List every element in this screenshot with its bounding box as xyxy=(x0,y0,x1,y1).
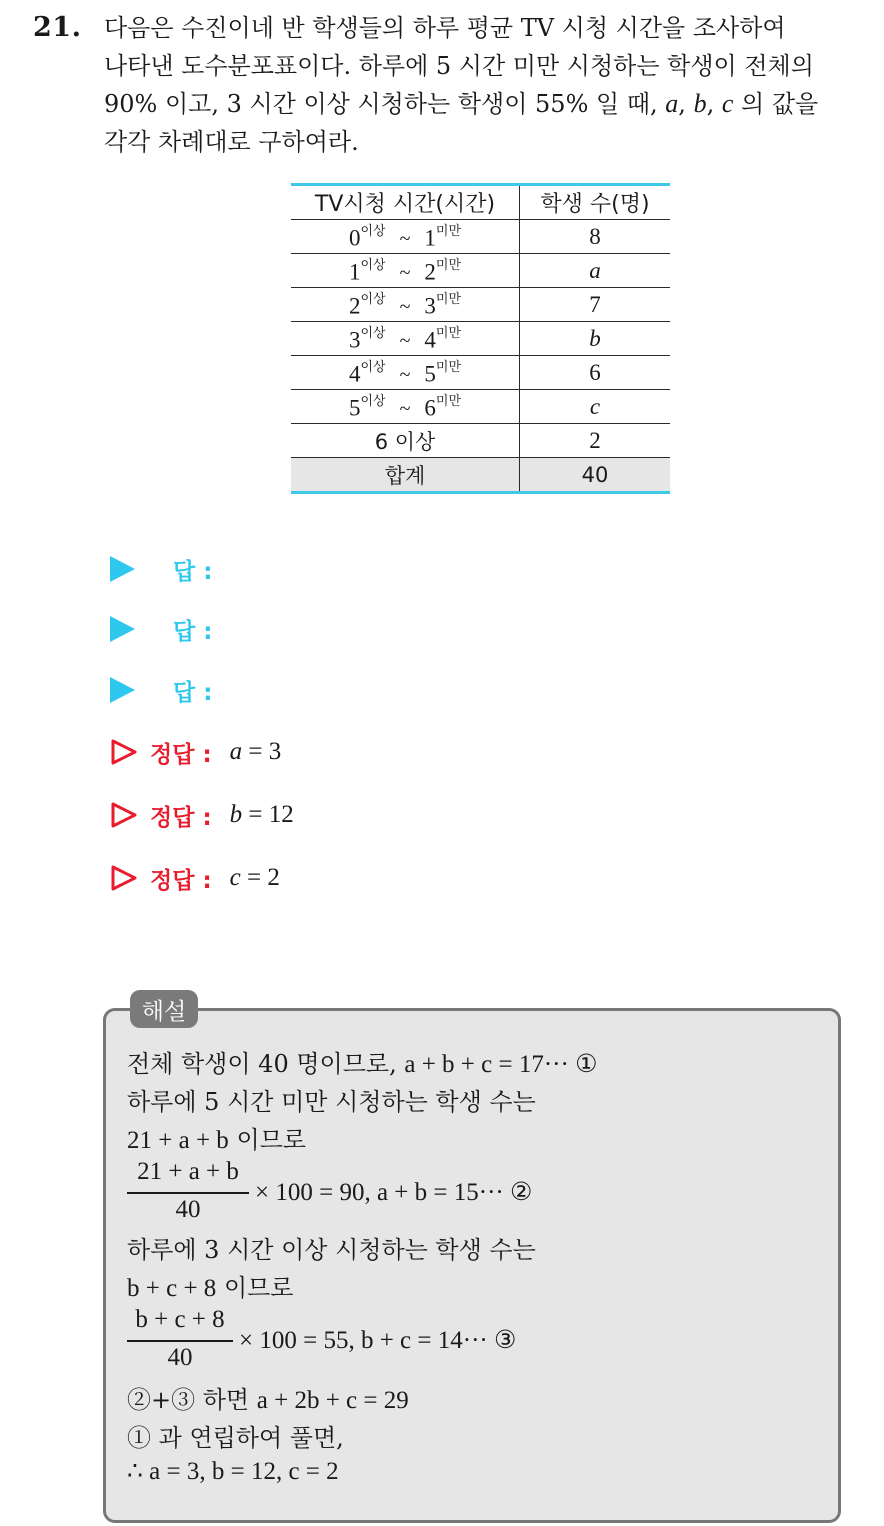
header-time: TV시청 시간(시간) xyxy=(291,185,520,220)
explanation-tab: 해설 xyxy=(130,990,198,1028)
correct-answer-b xyxy=(110,797,294,833)
range-from: 5 xyxy=(348,395,361,421)
question-line-1: 다음은 수진이네 반 학생들의 하루 평균 TV 시청 시간을 조사하여 xyxy=(104,14,786,42)
eq: = 12 xyxy=(242,801,294,828)
outline-triangle-icon xyxy=(110,738,138,766)
time-range xyxy=(291,288,520,322)
table-row xyxy=(291,322,670,356)
fraction-bar xyxy=(127,1192,249,1194)
range-to: 3 xyxy=(424,293,436,319)
total-count: 40 xyxy=(520,458,671,493)
range-tilde: ~ xyxy=(399,398,411,421)
question-line-3-tail: 의 값을 xyxy=(741,90,819,118)
answer-blank-2 xyxy=(110,612,212,646)
var: b xyxy=(229,801,243,828)
eq: = 2 xyxy=(240,864,280,891)
range-to: 1 xyxy=(424,225,436,251)
range-to: 5 xyxy=(424,361,436,387)
range-above-label: 이상 xyxy=(360,291,386,307)
correct-answer-a xyxy=(110,734,281,770)
var-c: c xyxy=(721,89,734,118)
eq: = 3 xyxy=(242,738,282,765)
frequency-table xyxy=(291,183,670,494)
range-from: 1 xyxy=(348,259,361,285)
text: ②+③ 하면 xyxy=(127,1386,250,1414)
answer-label: 답 : xyxy=(173,679,213,706)
correct-value xyxy=(230,801,294,829)
time-range xyxy=(291,254,520,288)
fraction-rest: × 100 = 90, a + b = 15··· ② xyxy=(255,1179,533,1206)
comma: , xyxy=(706,90,715,118)
range-below-label: 미만 xyxy=(435,223,462,239)
denominator: 40 xyxy=(167,1344,193,1371)
outline-triangle-icon xyxy=(110,801,138,829)
student-count: 2 xyxy=(520,424,671,458)
answer-blank-1 xyxy=(110,552,212,586)
denominator: 40 xyxy=(175,1196,201,1223)
correct-answer-c xyxy=(110,860,280,896)
question-line-3-text: 90% 이고, 3 시간 이상 시청하는 학생이 55% 일 때, xyxy=(104,90,658,118)
table-row xyxy=(291,424,670,458)
range-above-label: 이상 xyxy=(360,223,386,239)
header-count: 학생 수(명) xyxy=(520,185,671,220)
range-tilde: ~ xyxy=(399,364,411,387)
var-b: b xyxy=(693,89,707,118)
time-range xyxy=(291,390,520,424)
range-below-label: 미만 xyxy=(435,257,462,273)
table-row xyxy=(291,356,670,390)
table-row xyxy=(291,288,670,322)
explanation-line-1 xyxy=(127,1044,598,1079)
range-above-label: 이상 xyxy=(360,325,386,341)
explanation-line-10 xyxy=(127,1456,339,1486)
var: c xyxy=(229,864,241,891)
math: b + c + 8 xyxy=(127,1275,217,1302)
student-count: 6 xyxy=(520,356,671,390)
range-from: 0 xyxy=(348,225,361,251)
range-from: 2 xyxy=(348,293,361,319)
answer-label: 답 : xyxy=(173,618,213,645)
math: a + 2b + c = 29 xyxy=(256,1387,409,1414)
explanation-line-2: 하루에 5 시간 미만 시청하는 학생 수는 xyxy=(127,1088,536,1116)
numerator: 21 + a + b xyxy=(137,1158,239,1185)
var: a xyxy=(229,738,243,765)
table-row xyxy=(291,220,670,254)
text: 이므로 xyxy=(223,1274,294,1302)
student-count: b xyxy=(520,322,671,356)
answer-label: 답 : xyxy=(173,558,213,585)
correct-label: 정답 : xyxy=(150,741,212,768)
explanation-line-5: 하루에 3 시간 이상 시청하는 학생 수는 xyxy=(127,1236,536,1264)
range-below-label: 미만 xyxy=(435,393,462,409)
play-triangle-icon xyxy=(110,616,135,642)
time-range xyxy=(291,356,520,390)
time-range: 6 이상 xyxy=(291,424,520,458)
explanation-line-8 xyxy=(127,1380,409,1415)
explanation-line-3 xyxy=(127,1120,306,1155)
table-row xyxy=(291,390,670,424)
time-range xyxy=(291,220,520,254)
correct-label: 정답 : xyxy=(150,804,212,831)
range-to: 6 xyxy=(424,395,436,421)
fraction-rest: × 100 = 55, b + c = 14··· ③ xyxy=(239,1327,517,1354)
student-count: a xyxy=(520,254,671,288)
time-range xyxy=(291,322,520,356)
range-tilde: ~ xyxy=(399,228,411,251)
play-triangle-icon xyxy=(110,677,135,703)
student-count: c xyxy=(520,390,671,424)
text: 전체 학생이 40 명이므로, xyxy=(127,1050,397,1078)
range-tilde: ~ xyxy=(399,262,411,285)
question-line-2: 나타낸 도수분포표이다. 하루에 5 시간 미만 시청하는 학생이 전체의 xyxy=(104,51,814,80)
question-number: 21. xyxy=(33,12,82,43)
correct-value xyxy=(230,864,280,892)
math: ∴ a = 3, b = 12, c = 2 xyxy=(127,1458,339,1485)
range-tilde: ~ xyxy=(399,296,411,319)
student-count: 8 xyxy=(520,220,671,254)
student-count: 7 xyxy=(520,288,671,322)
correct-label: 정답 : xyxy=(150,867,212,894)
range-above-label: 이상 xyxy=(360,359,386,375)
total-row xyxy=(291,458,670,493)
range-to: 2 xyxy=(424,259,436,285)
outline-triangle-icon xyxy=(110,864,138,892)
explanation-line-6 xyxy=(127,1268,294,1303)
total-label: 합계 xyxy=(291,458,520,493)
range-above-label: 이상 xyxy=(360,257,386,273)
question-line-4: 각각 차례대로 구하여라. xyxy=(104,127,359,156)
table-row xyxy=(291,254,670,288)
numerator: b + c + 8 xyxy=(135,1306,225,1333)
range-below-label: 미만 xyxy=(435,325,462,341)
correct-value xyxy=(230,738,282,766)
answer-blank-3 xyxy=(110,673,212,707)
fraction-bar xyxy=(127,1340,233,1342)
text: 이므로 xyxy=(236,1126,306,1154)
range-from: 3 xyxy=(348,327,361,353)
range-to: 4 xyxy=(424,327,436,353)
question-line-3 xyxy=(104,85,864,124)
range-above-label: 이상 xyxy=(360,393,386,409)
comma: , xyxy=(678,90,686,118)
play-triangle-icon xyxy=(110,556,135,582)
explanation-line-9: ① 과 연립하여 풀면, xyxy=(127,1424,344,1452)
range-from: 4 xyxy=(348,361,361,387)
question-text xyxy=(104,10,864,161)
var-a: a xyxy=(665,89,679,118)
math: 21 + a + b xyxy=(127,1127,229,1154)
range-below-label: 미만 xyxy=(435,359,462,375)
range-tilde: ~ xyxy=(399,330,411,353)
range-below-label: 미만 xyxy=(435,291,462,307)
math: a + b + c = 17··· ① xyxy=(404,1051,598,1078)
